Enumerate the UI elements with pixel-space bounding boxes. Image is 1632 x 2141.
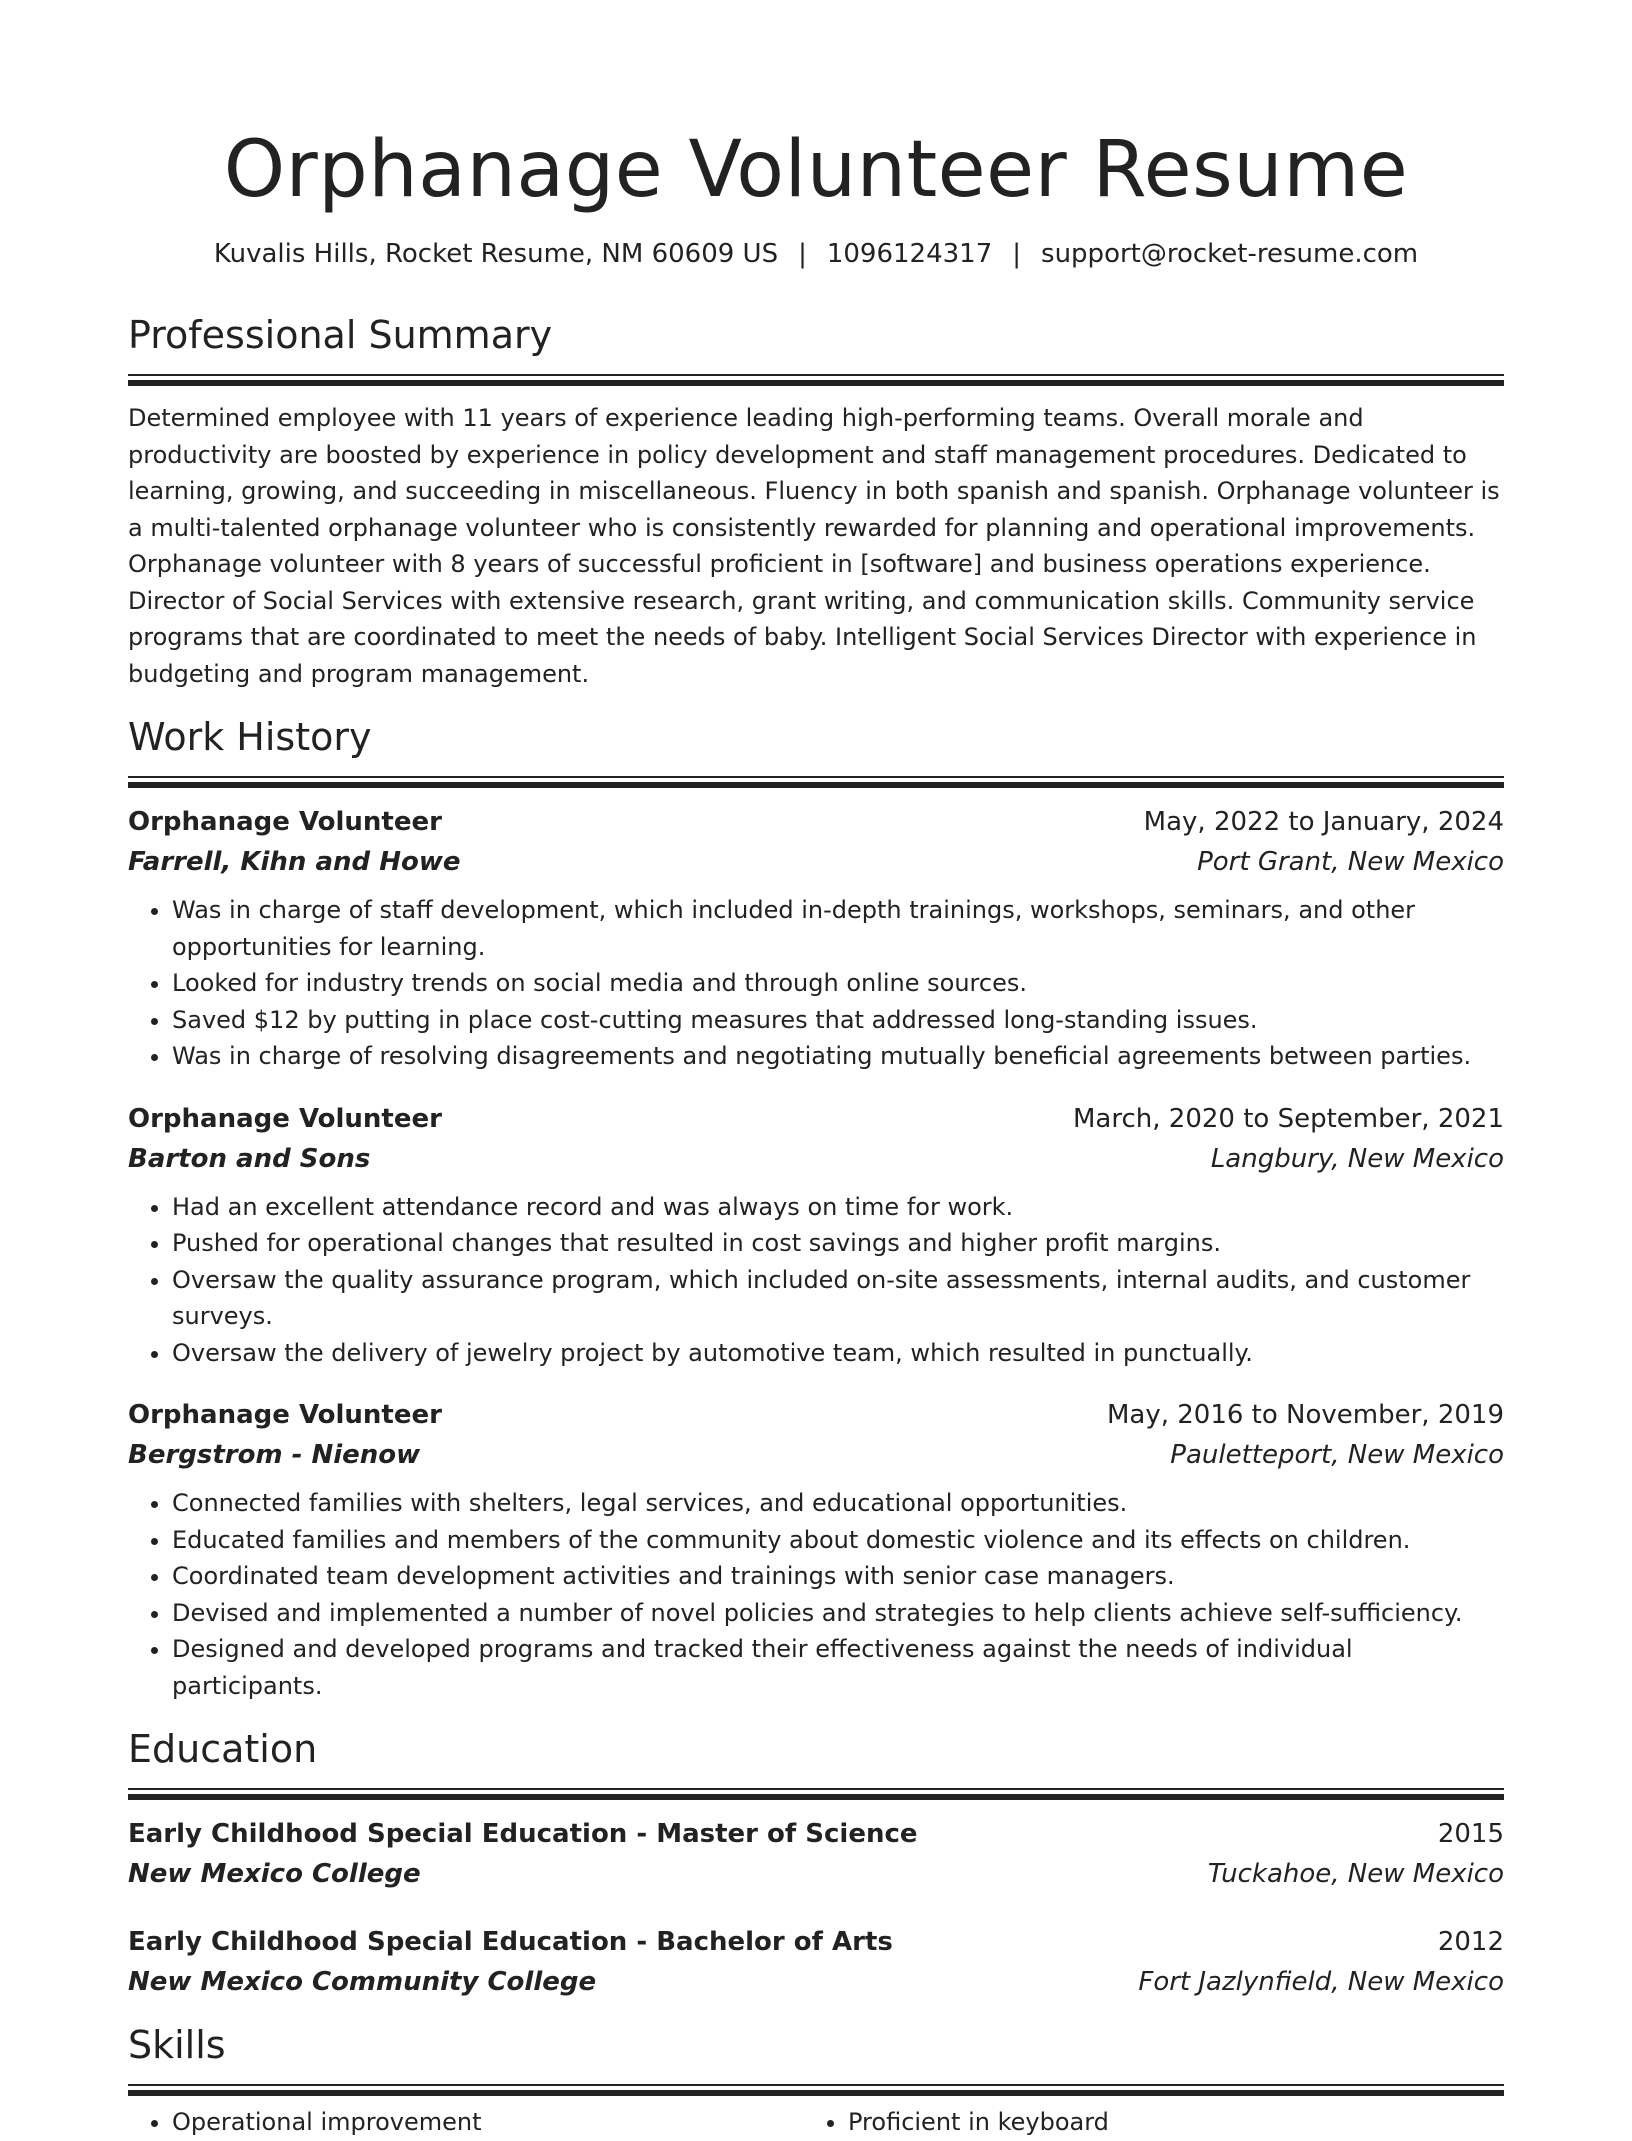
education-subheader <box>128 1854 1504 1894</box>
education-year: 2012 <box>1437 1927 1504 1957</box>
job-location: Langbury, New Mexico <box>1210 1143 1504 1174</box>
job-subheader <box>128 1139 1504 1179</box>
job-company: Barton and Sons <box>128 1143 371 1174</box>
job-entry <box>128 1099 1504 1372</box>
job-bullets <box>128 1189 1504 1372</box>
job-dates: May, 2022 to January, 2024 <box>1143 807 1504 837</box>
job-header <box>128 802 1504 842</box>
job-bullet: • Coordinated team development activities and trainings with senior case managers. <box>172 1558 1504 1595</box>
job-bullet: • Had an excellent attendance record and was always on time for work. <box>172 1189 1504 1226</box>
job-subheader <box>128 1435 1504 1475</box>
resume-title: Orphanage Volunteer Resume <box>223 125 1409 215</box>
education-section <box>128 1724 1504 2002</box>
section-heading-education: Education <box>128 1727 318 1771</box>
job-bullet: • Was in charge of resolving disagreements and negotiating mutually beneficial agreements between parties. <box>172 1038 1504 1075</box>
education-entry <box>128 1814 1504 1894</box>
skills-column-left <box>128 2104 804 2141</box>
job-header <box>128 1099 1504 1139</box>
job-entry <box>128 802 1504 1075</box>
education-subheader <box>128 1962 1504 2002</box>
job-bullet: • Looked for industry trends on social media and through online sources. <box>172 965 1504 1002</box>
job-location: Pauletteport, New Mexico <box>1170 1440 1504 1470</box>
contact-address: Kuvalis Hills, Rocket Resume, NM 60609 US <box>213 239 779 269</box>
job-dates: May, 2016 to November, 2019 <box>1106 1400 1504 1430</box>
education-location: Fort Jazlynfield, New Mexico <box>1138 1967 1504 1997</box>
section-heading-work-history: Work History <box>128 715 372 759</box>
skill-item: • Proficient in keyboard <box>848 2104 1480 2141</box>
job-title: Orphanage Volunteer <box>128 1400 442 1430</box>
job-bullets <box>128 892 1504 1075</box>
section-divider <box>128 776 1504 788</box>
contact-separator: | <box>1012 239 1022 269</box>
job-bullet: • Devised and implemented a number of novel policies and strategies to help clients achieve self-sufficiency. <box>172 1595 1504 1632</box>
job-title: Orphanage Volunteer <box>128 1103 442 1134</box>
contact-line <box>128 236 1504 272</box>
job-header <box>128 1395 1504 1435</box>
work-history-section <box>128 712 1504 1704</box>
skills-columns <box>128 2096 1504 2141</box>
job-bullets <box>128 1485 1504 1704</box>
section-divider <box>128 1788 1504 1800</box>
summary-text: Determined employee with 11 years of experience leading high-performing teams. Overall morale and productivity are boosted by experience in policy development and staff management procedures. Dedicated to learning, growing, and succeeding in miscellaneous. Fluency in both spanish and spanish. Orphanage volunteer is a multi-talented orphanage volunteer who is consistently rewarded for planning and operational improvements. Orphanage volunteer with 8 years of successful proficient in [software] and business operations experience. Director of Social Services with extensive research, grant writing, and communication skills. Community service programs that are coordinated to meet the needs of baby. Intelligent Social Services Director with experience in budgeting and program management. <box>128 404 1500 688</box>
contact-email[interactable]: support@rocket-resume.com <box>1041 239 1419 269</box>
skill-item: • Operational improvement <box>172 2104 804 2141</box>
job-bullet: • Was in charge of staff development, which included in-depth trainings, workshops, seminars, and other opportunities for learning. <box>172 892 1504 965</box>
job-title: Orphanage Volunteer <box>128 807 442 837</box>
education-degree: Early Childhood Special Education - Master of Science <box>128 1819 918 1849</box>
contact-separator: | <box>798 239 807 269</box>
education-degree: Early Childhood Special Education - Bachelor of Arts <box>128 1927 893 1957</box>
education-header <box>128 1814 1504 1854</box>
job-dates: March, 2020 to September, 2021 <box>1073 1103 1504 1134</box>
job-bullet: • Oversaw the quality assurance program, which included on-site assessments, internal audits, and customer surveys. <box>172 1262 1504 1335</box>
education-location: Tuckahoe, New Mexico <box>1207 1859 1504 1889</box>
job-entry <box>128 1395 1504 1704</box>
job-bullet: • Saved $12 by putting in place cost-cutting measures that addressed long-standing issues. <box>172 1002 1504 1039</box>
section-divider <box>128 374 1504 386</box>
summary-section <box>128 310 1504 692</box>
skills-column-right <box>804 2104 1480 2141</box>
job-bullet: • Educated families and members of the community about domestic violence and its effects on children. <box>172 1522 1504 1559</box>
section-divider <box>128 2084 1504 2096</box>
skills-section <box>128 2020 1504 2141</box>
job-bullet: • Oversaw the delivery of jewelry project by automotive team, which resulted in punctually. <box>172 1335 1504 1372</box>
resume-page <box>128 0 1504 2141</box>
job-bullet: • Designed and developed programs and tracked their effectiveness against the needs of individual participants. <box>172 1631 1504 1704</box>
job-bullet: • Connected families with shelters, legal services, and educational opportunities. <box>172 1485 1504 1522</box>
section-heading-skills: Skills <box>128 2023 226 2067</box>
contact-phone: 1096124317 <box>826 239 993 269</box>
education-school: New Mexico College <box>128 1859 421 1889</box>
education-entry <box>128 1922 1504 2002</box>
job-subheader <box>128 842 1504 882</box>
education-school: New Mexico Community College <box>128 1967 597 1997</box>
job-location: Port Grant, New Mexico <box>1197 847 1504 877</box>
education-header <box>128 1922 1504 1962</box>
job-company: Bergstrom - Nienow <box>128 1440 421 1470</box>
section-heading-summary: Professional Summary <box>128 313 553 357</box>
education-year: 2015 <box>1437 1819 1504 1849</box>
job-bullet: • Pushed for operational changes that resulted in cost savings and higher profit margins. <box>172 1225 1504 1262</box>
job-company: Farrell, Kihn and Howe <box>128 847 461 877</box>
